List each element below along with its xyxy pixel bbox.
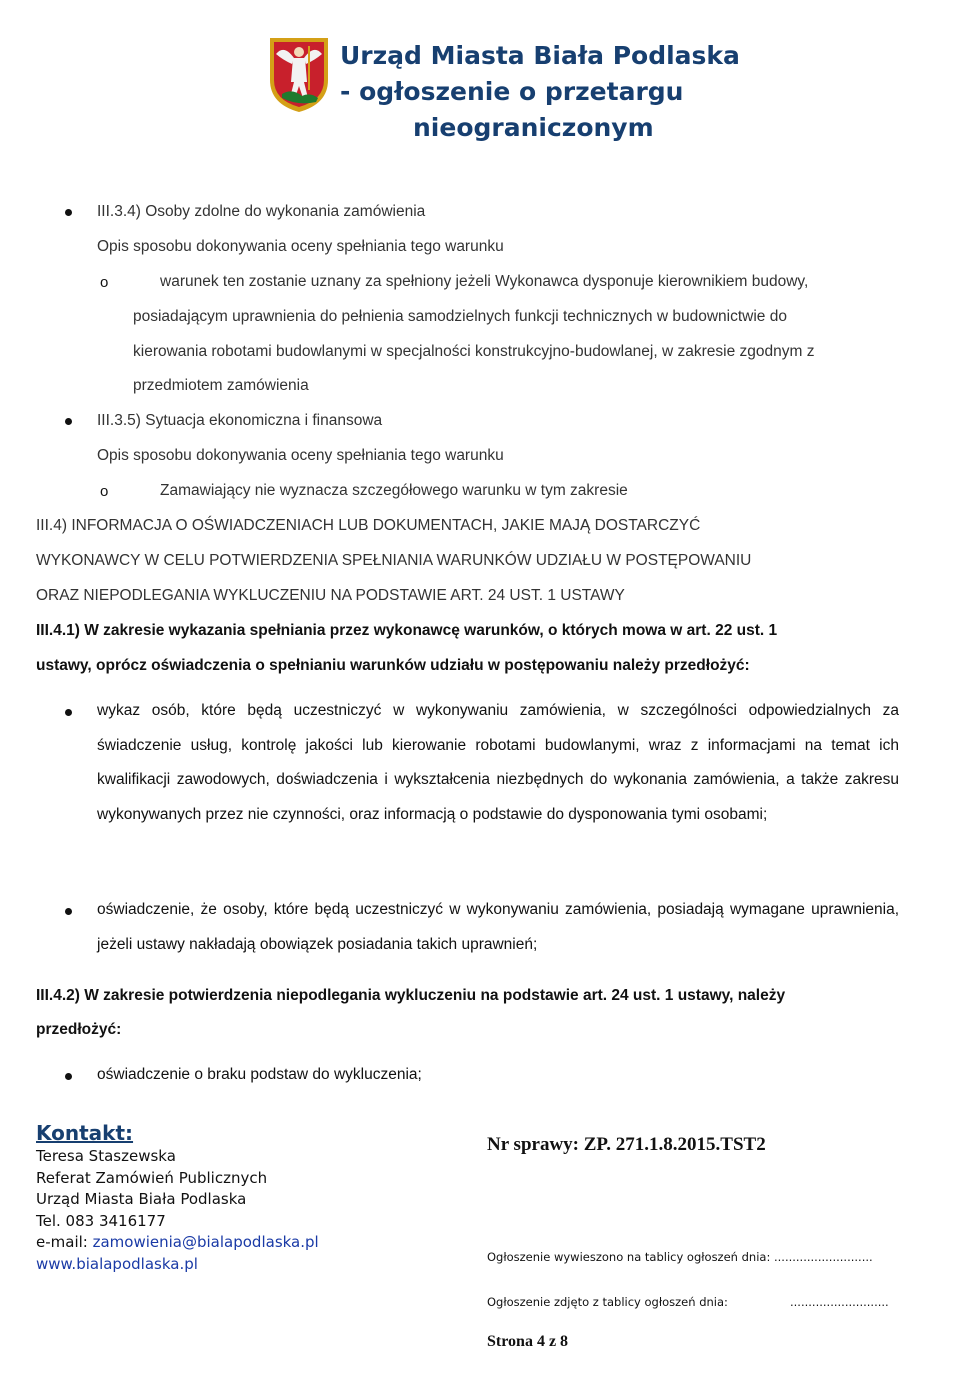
list-item: oświadczenie o braku podstaw do wykluczenia; — [97, 1066, 422, 1083]
list-item: wykaz osób, które będą uczestniczyć w wykonywaniu zamówienia, w szczególności odpowiedzialnych za świadczenie usług, kontrolę jakości lub kierowanie robotami budowlanymi, wraz z informacjami na temat ich kwalifikacji zawodowych, doświadczenia i wykształcenia niezbędnych do wykonania zamówienia, a także zakresu wykonywanych przez nie czynności, oraz informacją o podstawie do dysponowania tymi osobami; — [97, 702, 899, 823]
header-line-3: nieograniczonym — [413, 113, 654, 142]
contact-name: Teresa Staszewska — [36, 1147, 176, 1165]
section-heading: ustawy, oprócz oświadczenia o spełnianiu warunków udziału w postępowaniu należy przedłożyć: — [36, 657, 750, 674]
removed-date-dots: ........................... — [790, 1295, 889, 1309]
case-number: Nr sprawy: ZP. 271.1.8.2015.TST2 — [487, 1134, 766, 1155]
list-item: oświadczenie, że osoby, które będą uczestniczyć w wykonywaniu zamówienia, posiadają wymagane uprawnienia, jeżeli ustawy nakładają obowiązek posiadania takich uprawnień; — [97, 901, 899, 953]
list-marker: o — [100, 483, 109, 500]
section-subtitle: Opis sposobu dokonywania oceny spełniania tego warunku — [97, 238, 504, 255]
section-heading: III.4) INFORMACJA O OŚWIADCZENIACH LUB DOKUMENTACH, JAKIE MAJĄ DOSTARCZYĆ — [36, 517, 701, 534]
section-subtitle: Opis sposobu dokonywania oceny spełniania tego warunku — [97, 447, 504, 464]
bullet-icon — [65, 709, 72, 716]
contact-department: Referat Zamówień Publicznych — [36, 1168, 268, 1187]
section-heading: III.4.2) W zakresie potwierdzenia niepodlegania wykluczeniu na podstawie art. 24 ust. 1 ustawy, należy — [36, 987, 786, 1004]
contact-heading: Kontakt: — [36, 1121, 134, 1145]
list-marker: o — [100, 274, 109, 291]
paragraph-line: kierowania robotami budowlanymi w specjalności konstrukcyjno-budowlanej, w zakresie zgodnym z — [133, 343, 815, 360]
bullet-icon — [65, 209, 72, 216]
removed-date-label: Ogłoszenie zdjęto z tablicy ogłoszeń dnia: — [487, 1295, 728, 1309]
section-heading: WYKONAWCY W CELU POTWIERDZENIA SPEŁNIANIA WARUNKÓW UDZIAŁU W POSTĘPOWANIU — [36, 552, 752, 569]
website-link[interactable]: www.bialapodlaska.pl — [36, 1254, 198, 1273]
section-title: III.3.5) Sytuacja ekonomiczna i finansowa — [97, 412, 383, 429]
email-link[interactable]: zamowienia@bialapodlaska.pl — [92, 1233, 319, 1251]
bullet-icon — [65, 1073, 72, 1080]
contact-office: Urząd Miasta Biała Podlaska — [36, 1190, 247, 1208]
page-header — [340, 38, 940, 146]
posted-date-line: Ogłoszenie wywieszono na tablicy ogłoszeń dnia: ........................... — [487, 1250, 873, 1264]
bullet-icon — [65, 418, 72, 425]
section-heading: III.4.1) W zakresie wykazania spełniania przez wykonawcę warunków, o których mowa w art. 22 ust. 1 — [36, 622, 778, 639]
header-line-2: - ogłoszenie o przetargu — [340, 77, 684, 106]
paragraph-line: Zamawiający nie wyznacza szczegółowego warunku w tym zakresie — [160, 482, 628, 499]
contact-email-row — [36, 1232, 319, 1254]
contact-phone: Tel. 083 3416177 — [36, 1211, 166, 1230]
section-heading: przedłożyć: — [36, 1021, 122, 1038]
email-label: e-mail: — [36, 1233, 93, 1251]
section-heading: ORAZ NIEPODLEGANIA WYKLUCZENIU NA PODSTAWIE ART. 24 UST. 1 USTAWY — [36, 587, 625, 604]
section-title: III.3.4) Osoby zdolne do wykonania zamówienia — [97, 203, 426, 220]
header-line-1: Urząd Miasta Biała Podlaska — [340, 41, 740, 70]
paragraph-line: warunek ten zostanie uznany za spełniony jeżeli Wykonawca dysponuje kierownikiem budowy, — [160, 273, 809, 290]
page-number: Strona 4 z 8 — [487, 1333, 569, 1350]
contact-block — [36, 1120, 319, 1275]
paragraph-line: przedmiotem zamówienia — [133, 377, 309, 394]
bullet-icon — [65, 908, 72, 915]
coat-of-arms-icon — [268, 36, 330, 114]
paragraph-line: posiadającym uprawnienia do pełnienia samodzielnych funkcji technicznych w budownictwie do — [133, 308, 787, 325]
